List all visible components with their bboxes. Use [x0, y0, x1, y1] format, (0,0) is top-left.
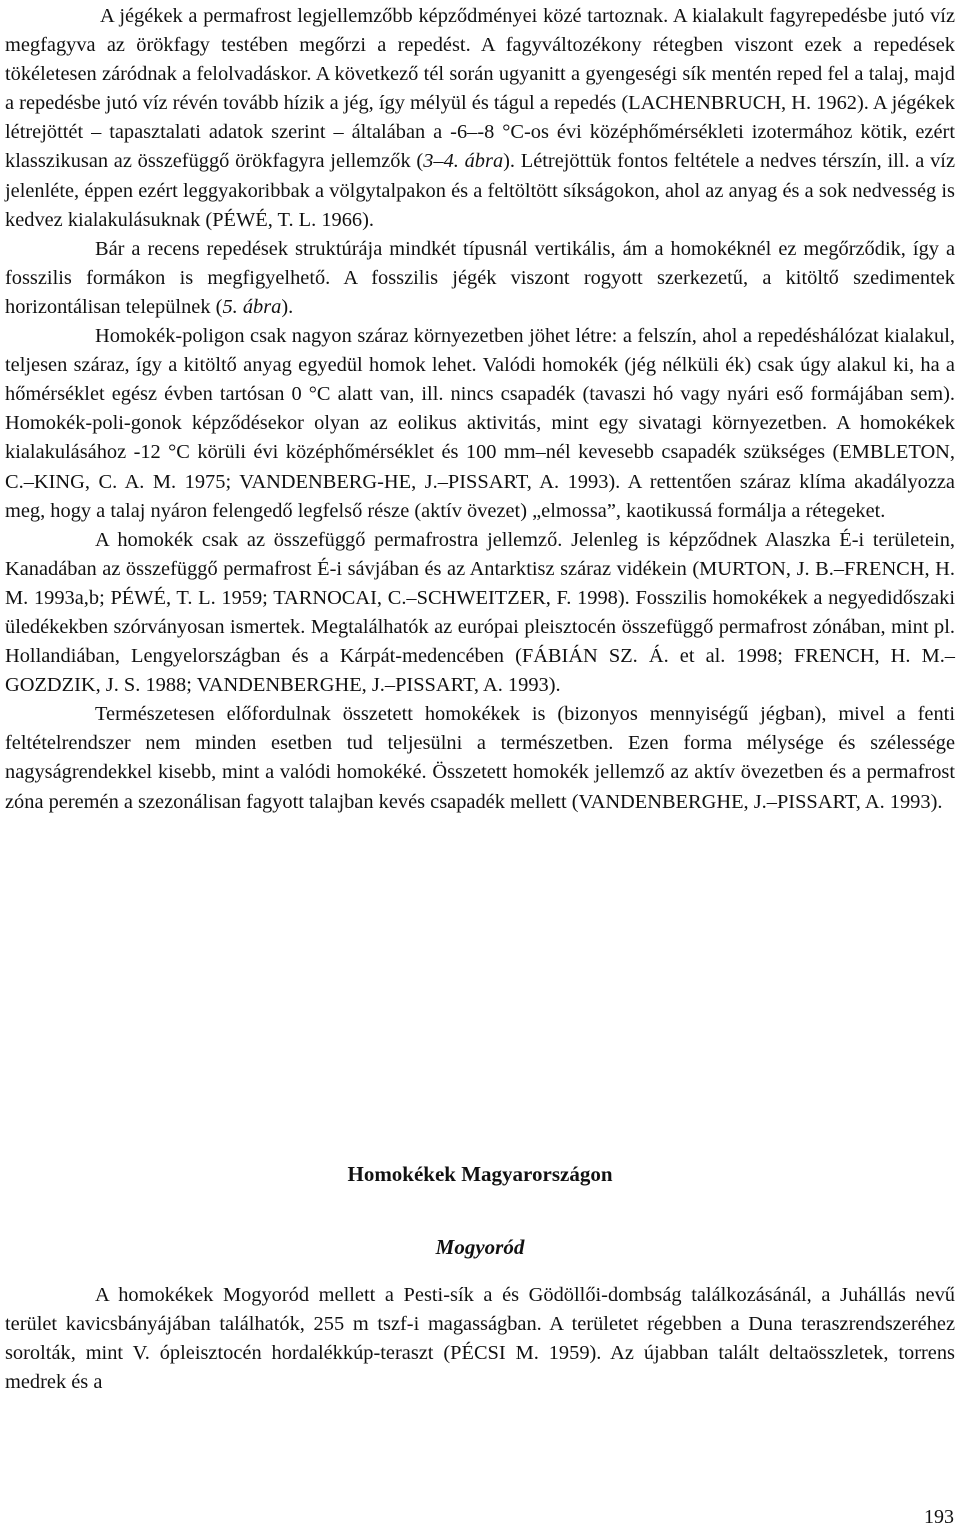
- page-number: 193: [924, 1506, 954, 1528]
- paragraph-1: [5, 2, 955, 235]
- tail-text: [5, 1281, 955, 1397]
- paragraph-4: [5, 526, 955, 701]
- paragraph-2-text-a: Bár a recens repedések struktúrája mindkét típusnál vertikális, ám a homokéknél ez megőrződik, így a fosszilis formákon is megfigyelhető. A fosszilis jégék viszont rogyott szerkezetű, a kitöltő szedimentek horizontálisan települnek (: [5, 237, 955, 318]
- paragraph-6: A homokékek Mogyoród mellett a Pesti-sík a és Gödöllői-dombság találkozásánál, a Juhállás nevű terület kavicsbányájában találhatók, 255 m tszf-i magasságban. A területet régebben a Duna teraszrendszeréhez sorolták, mint V. ópleisztocén hordalékkúp-teraszt (PÉCSI M. 1959). Az újabban talált deltaösszletek, torrens medrek és a: [5, 1284, 955, 1394]
- paragraph-5: [5, 700, 955, 816]
- paragraph-1-text-b: ). Létrejöttük fontos feltétele a nedves térszín, ill. a víz jelenléte, éppen ezért leggyakoribbak a völgytalpakon és a feltöltött síkságokon, ahol az anyag és a sok nedvesség is kedvez kialakulásuknak (PÉWÉ, T. L. 1966).: [5, 150, 955, 231]
- figure-reference-5: 5. ábra: [222, 295, 282, 318]
- paragraph-1-text-a: A jégékek a permafrost legjellemzőbb képződményei közé tartoznak. A kialakult fagyrepedésbe jutó víz megfagyva az örökfagy testében megőrzi a repedést. A fagyváltozékony rétegben viszont ezek a repedések tökéletesen záródnak a felolvadáskor. A következő tél során ugyanitt a gyengeségi sík mentén reped fel a talaj, majd a repedésbe jutó víz révén tovább hízik a jég, így mélyül és tágul a repedés (LACHENBRUCH, H. 1962). A jégékek létrejöttét – tapasztalati adatok szerint – általában a -6–-8 °C-os évi középhőmérsékleti izotermához kötik, ezért klasszikusan az összefüggő örökfagyra jellemzők (: [5, 5, 955, 173]
- paragraph-3-text: Homokék-poligon csak nagyon száraz környezetben jöhet létre: a felszín, ahol a repedéshálózat kialakul, teljesen száraz, így a kitöltő anyag egyedül homok lehet. Valódi homokék (jég nélküli ék) csak úgy alakul ki, ha a hőmérséklet egész évben tartósan 0 °C alatt van, ill. nincs csapadék (tavaszi hó vagy nyári eső formájában sem). Homokék-poli-gonok képződésekor olyan az eolikus aktivitás, mint egy sivatagi környezetben. A homokékek kialakulásához -12 °C körüli évi középhőmérséklet és 100 mm–nél kevesebb csapadék szükséges (EMBLETON, C.–KING, C. A. M. 1975; VANDENBERG-HE, J.–PISSART, A. 1993). A rettentően száraz klíma akadályozza meg, hogy a talaj nyáron felengedő legfelső része (aktív övezet) „elmossa”, kaotikussá formálja a rétegeket.: [5, 325, 955, 522]
- paragraph-2: [5, 235, 955, 322]
- paragraph-4-text: A homokék csak az összefüggő permafrostra jellemző. Jelenleg is képződnek Alaszka É-i területein, Kanadában az összefüggő permafrost É-i sávjában és az Antarktisz száraz vidékein (MURTON, J. B.–FRENCH, H. M. 1993a,b; PÉWÉ, T. L. 1959; TARNOCAI, C.–SCHWEITZER, F. 1998). Fosszilis homokékek a negyedidőszaki üledékekben szórványosan ismertek. Megtalálhatók az európai pleisztocén összefüggő permafrost zónában, mint pl. Hollandiában, Lengyelországban és a Kárpát-medencében (FÁBIÁN SZ. Á. et al. 1998; FRENCH, H. M.–GOZDZIK, J. S. 1988; VANDENBERGHE, J.–PISSART, A. 1993).: [5, 528, 955, 697]
- subsection-title: Mogyoród: [435, 1235, 525, 1259]
- paragraph-5-text: Természetesen előfordulnak összetett homokékek is (bizonyos mennyiségű jégban), mivel a fenti feltételrendszer nem minden esetben tud teljesülni a természetben. Ezen forma mélysége és szélessége nagyságrendekkel kisebb, mint a valódi homokéké. Összetett homokék jellemző az aktív övezetben és a permafrost zóna peremén a szezonálisan fagyott talajban kevés csapadék mellett (VANDENBERGHE, J.–PISSART, A. 1993).: [5, 703, 955, 813]
- figure-reference-3-4: 3–4. ábra: [423, 150, 504, 173]
- section-title: Homokékek Magyarországon: [347, 1162, 613, 1186]
- paragraph-3: [5, 322, 955, 526]
- paragraph-2-text-b: ).: [281, 295, 294, 318]
- body-text: [5, 2, 955, 817]
